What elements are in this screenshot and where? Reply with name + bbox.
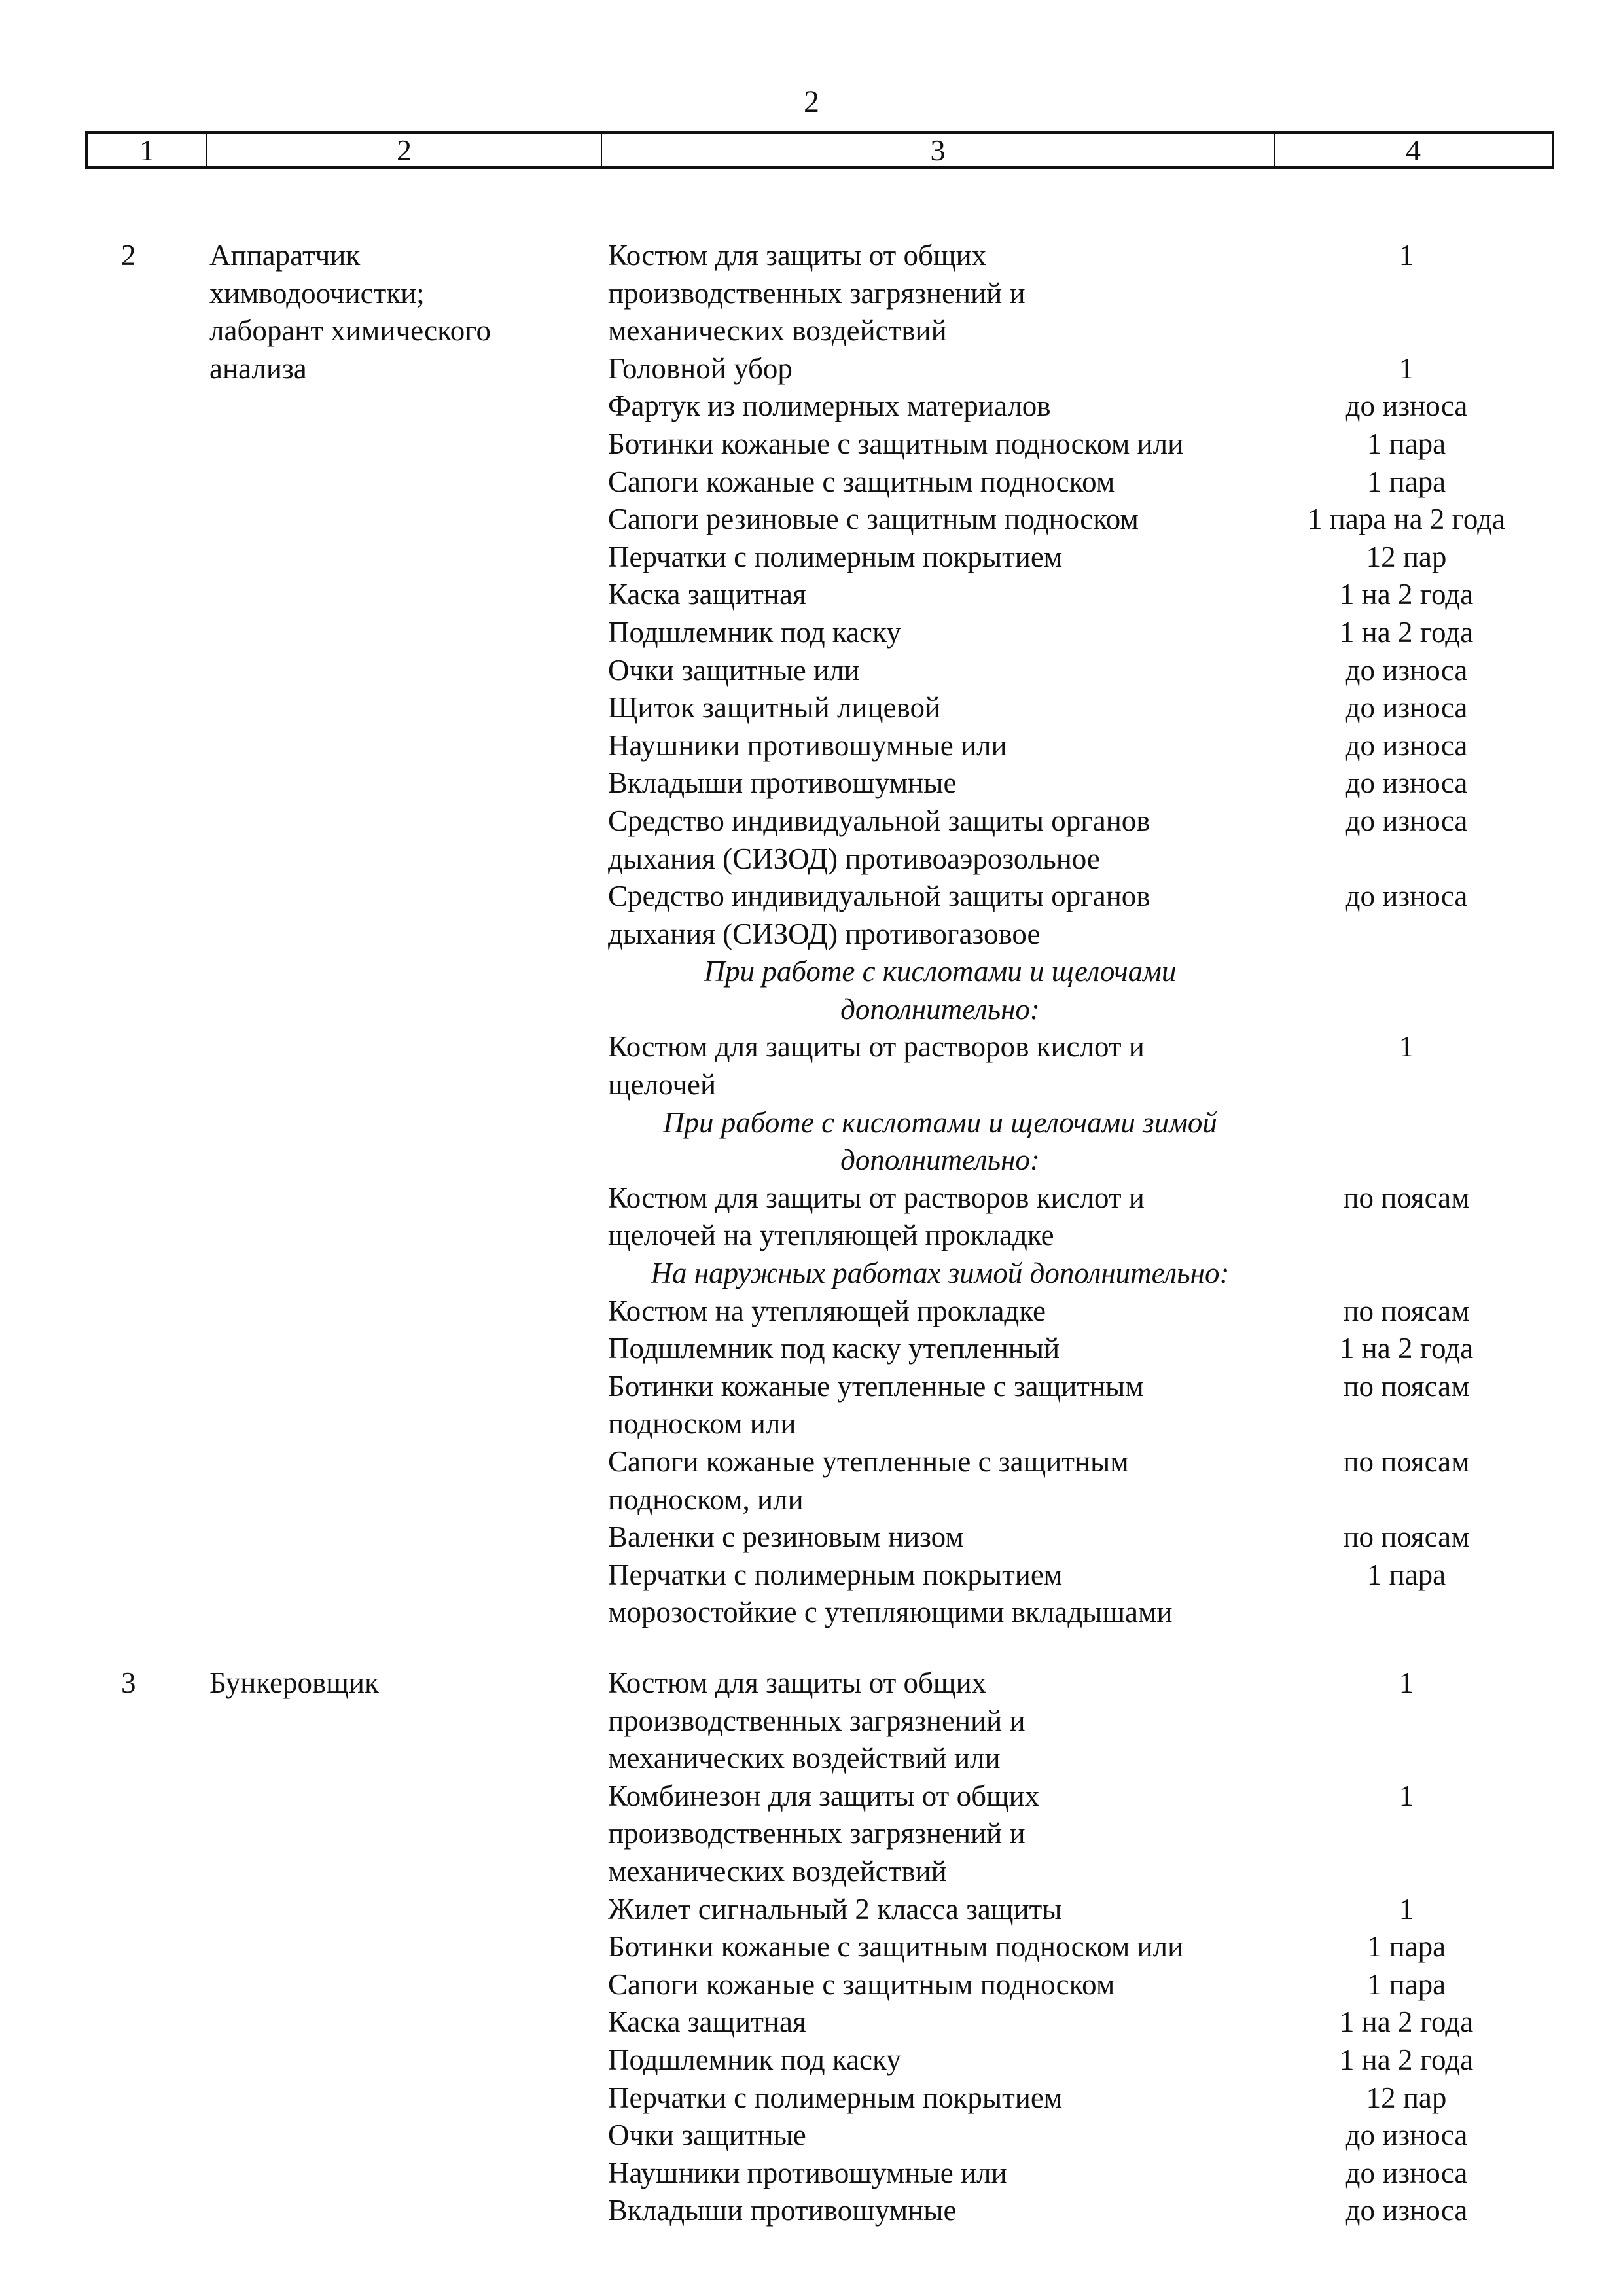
row-number: 3 — [121, 1666, 136, 1699]
header-col-4: 4 — [1406, 133, 1421, 167]
ppe-item-text: Вкладыши противошумные — [608, 766, 957, 800]
ppe-item-text: Комбинезон для защиты от общих — [608, 1779, 1040, 1812]
ppe-line — [608, 1405, 1537, 1443]
ppe-item-text: Сапоги кожаные с защитным подноском — [608, 1967, 1115, 2001]
ppe-line — [608, 614, 1537, 652]
ppe-quantity: 1 пара — [1366, 1930, 1446, 1964]
ppe-line — [608, 237, 1537, 275]
ppe-item-text: Подшлемник под каску — [608, 2043, 901, 2076]
ppe-item-text: Ботинки кожаные с защитным подноском или — [608, 1930, 1184, 1964]
ppe-line — [608, 1928, 1537, 1966]
ppe-quantity: 1 — [1399, 239, 1414, 272]
ppe-item-text: производственных загрязнений и — [608, 276, 1026, 310]
ppe-quantity: 1 — [1399, 351, 1414, 385]
ppe-line — [608, 1368, 1537, 1406]
ppe-item-text: Наушники противошумные или — [608, 728, 1007, 762]
ppe-line — [608, 1556, 1537, 1594]
ppe-item-text: дыхания (СИЗОД) противогазовое — [608, 917, 1041, 950]
ppe-quantity: 1 — [1399, 1666, 1414, 1699]
ppe-item-text: производственных загрязнений и — [608, 1817, 1026, 1850]
ppe-line — [608, 727, 1537, 765]
ppe-quantity: до износа — [1345, 2119, 1468, 2152]
ppe-item-text: Перчатки с полимерным покрытием — [608, 1558, 1063, 1591]
ppe-line — [608, 1702, 1537, 1740]
ppe-line — [608, 1594, 1537, 1632]
ppe-quantity: 1 на 2 года — [1339, 615, 1474, 649]
ppe-item-text: щелочей на утепляющей прокладке — [608, 1219, 1054, 1252]
ppe-item-text: Костюм для защиты от общих — [608, 1666, 987, 1699]
ppe-line — [608, 350, 1537, 388]
ppe-item-text: подноском или — [608, 1407, 796, 1441]
ppe-line — [608, 1815, 1537, 1853]
ppe-item-text: Костюм на утепляющей прокладке — [608, 1294, 1046, 1327]
ppe-item-text: Щиток защитный лицевой — [608, 691, 941, 725]
ppe-quantity: 1 на 2 года — [1339, 2005, 1474, 2039]
ppe-line — [608, 2117, 1537, 2155]
ppe-quantity: до износа — [1345, 691, 1468, 725]
ppe-line — [608, 652, 1537, 690]
ppe-item-text: Костюм для защиты от растворов кислот и — [608, 1181, 1145, 1214]
ppe-quantity: 12 пар — [1366, 2081, 1447, 2114]
ppe-line — [608, 840, 1537, 878]
ppe-line — [608, 275, 1537, 313]
ppe-quantity: до износа — [1345, 389, 1468, 423]
position-name — [209, 237, 589, 387]
ppe-quantity: 1 на 2 года — [1339, 578, 1474, 611]
ppe-line — [608, 1518, 1537, 1556]
ppe-item-text: Подшлемник под каску — [608, 615, 901, 649]
section-note — [608, 1141, 1537, 1179]
ppe-item-text: Головной убор — [608, 351, 793, 385]
section-note — [608, 1255, 1537, 1293]
ppe-line — [608, 2079, 1537, 2117]
ppe-line — [608, 501, 1537, 539]
ppe-item-text: Подшлемник под каску утепленный — [608, 1332, 1060, 1365]
ppe-line — [608, 878, 1537, 916]
ppe-item-text: Очки защитные или — [608, 653, 860, 687]
position-line: анализа — [209, 351, 307, 385]
ppe-line — [608, 764, 1537, 802]
ppe-quantity: 1 — [1399, 1892, 1414, 1926]
ppe-line — [608, 1179, 1537, 1217]
ppe-quantity: 1 пара — [1366, 1558, 1446, 1591]
ppe-quantity: до износа — [1345, 2194, 1468, 2227]
ppe-item-text: Сапоги кожаные с защитным подноском — [608, 465, 1115, 498]
ppe-quantity: по поясам — [1343, 1181, 1470, 1214]
ppe-item-text: подноском, или — [608, 1482, 804, 1516]
ppe-line — [608, 1664, 1537, 1702]
ppe-quantity: до износа — [1345, 728, 1468, 762]
ppe-line — [608, 463, 1537, 501]
table-header — [85, 131, 1554, 169]
header-col-2: 2 — [207, 134, 602, 166]
ppe-quantity: до износа — [1345, 804, 1468, 837]
ppe-item-text: дыхания (СИЗОД) противоаэрозольное — [608, 842, 1100, 875]
ppe-line — [608, 1740, 1537, 1778]
ppe-list — [608, 1664, 1537, 2230]
ppe-line — [608, 689, 1537, 727]
ppe-item-text: Жилет сигнальный 2 класса защиты — [608, 1892, 1062, 1926]
ppe-line — [608, 1966, 1537, 2004]
ppe-item-text: Перчатки с полимерным покрытием — [608, 540, 1063, 573]
position-line: Аппаратчик — [209, 239, 361, 272]
position-line: лаборант химического — [209, 314, 491, 348]
ppe-item-text: Наушники противошумные или — [608, 2156, 1007, 2189]
ppe-line — [608, 576, 1537, 614]
ppe-quantity: 1 — [1399, 1030, 1414, 1064]
ppe-line — [608, 1330, 1537, 1368]
ppe-quantity: 1 пара — [1366, 427, 1446, 460]
position-name — [209, 1664, 589, 1702]
ppe-item-text: При работе с кислотами и щелочами — [704, 955, 1177, 988]
ppe-item-text: На наружных работах зимой дополнительно: — [651, 1257, 1230, 1290]
ppe-item-text: Вкладыши противошумные — [608, 2194, 957, 2227]
ppe-line — [608, 1481, 1537, 1519]
ppe-item-text: Каска защитная — [608, 2005, 806, 2039]
ppe-quantity: до износа — [1345, 653, 1468, 687]
ppe-item-text: дополнительно: — [840, 1143, 1040, 1177]
ppe-quantity: до износа — [1345, 880, 1468, 913]
ppe-quantity: по поясам — [1343, 1369, 1470, 1403]
ppe-item-text: механических воздействий — [608, 1854, 947, 1888]
row-number: 2 — [121, 239, 136, 272]
ppe-item-text: Средство индивидуальной защиты органов — [608, 804, 1150, 837]
ppe-item-text: Сапоги резиновые с защитным подноском — [608, 503, 1139, 536]
ppe-item-text: Очки защитные — [608, 2119, 806, 2152]
ppe-line — [608, 1891, 1537, 1929]
ppe-item-text: Средство индивидуальной защиты органов — [608, 880, 1150, 913]
ppe-line — [608, 916, 1537, 954]
header-col-1: 1 — [88, 134, 207, 166]
ppe-item-text: При работе с кислотами и щелочами зимой — [663, 1105, 1217, 1139]
ppe-item-text: Ботинки кожаные с защитным подноском или — [608, 427, 1184, 460]
ppe-line — [608, 2192, 1537, 2230]
ppe-line — [608, 802, 1537, 840]
ppe-quantity: 1 пара — [1366, 1967, 1446, 2001]
ppe-quantity: 1 на 2 года — [1339, 1332, 1474, 1365]
ppe-line — [608, 1028, 1537, 1066]
ppe-line — [608, 1778, 1537, 1816]
section-note — [608, 991, 1537, 1029]
ppe-line — [608, 387, 1537, 425]
ppe-item-text: Перчатки с полимерным покрытием — [608, 2081, 1063, 2114]
ppe-line — [608, 2155, 1537, 2193]
position-line: химводоочистки; — [209, 276, 425, 310]
ppe-item-text: механических воздействий или — [608, 1742, 1001, 1775]
ppe-item-text: дополнительно: — [840, 992, 1040, 1026]
ppe-quantity: по поясам — [1343, 1294, 1470, 1327]
ppe-list — [608, 237, 1537, 1632]
page-number: 2 — [804, 84, 819, 119]
ppe-line — [608, 1853, 1537, 1891]
ppe-item-text: механических воздействий — [608, 314, 947, 348]
ppe-quantity: 12 пар — [1366, 540, 1447, 573]
ppe-item-text: Сапоги кожаные утепленные с защитным — [608, 1445, 1129, 1478]
ppe-item-text: Каска защитная — [608, 578, 806, 611]
header-col-3: 3 — [602, 134, 1275, 166]
ppe-line — [608, 1066, 1537, 1104]
ppe-line — [608, 1293, 1537, 1331]
ppe-item-text: морозостойкие с утепляющими вкладышами — [608, 1596, 1173, 1629]
ppe-item-text: Ботинки кожаные утепленные с защитным — [608, 1369, 1144, 1403]
ppe-quantity: до износа — [1345, 766, 1468, 800]
ppe-line — [608, 539, 1537, 577]
ppe-line — [608, 425, 1537, 463]
ppe-item-text: Костюм для защиты от растворов кислот и — [608, 1030, 1145, 1064]
ppe-line — [608, 2003, 1537, 2041]
ppe-line — [608, 1443, 1537, 1481]
ppe-quantity: 1 пара на 2 года — [1308, 503, 1505, 536]
ppe-quantity: 1 на 2 года — [1339, 2043, 1474, 2076]
ppe-item-text: Костюм для защиты от общих — [608, 239, 987, 272]
ppe-quantity: по поясам — [1343, 1445, 1470, 1478]
section-note — [608, 953, 1537, 991]
ppe-item-text: щелочей — [608, 1068, 717, 1102]
position-line: Бункеровщик — [209, 1666, 379, 1699]
section-note — [608, 1104, 1537, 1142]
ppe-line — [608, 2041, 1537, 2079]
ppe-quantity: до износа — [1345, 2156, 1468, 2189]
ppe-item-text: Фартук из полимерных материалов — [608, 389, 1051, 423]
ppe-item-text: Валенки с резиновым низом — [608, 1520, 964, 1554]
ppe-line — [608, 312, 1537, 350]
ppe-line — [608, 1217, 1537, 1255]
ppe-quantity: по поясам — [1343, 1520, 1470, 1554]
ppe-quantity: 1 — [1399, 1779, 1414, 1812]
ppe-item-text: производственных загрязнений и — [608, 1704, 1026, 1737]
ppe-quantity: 1 пара — [1366, 465, 1446, 498]
